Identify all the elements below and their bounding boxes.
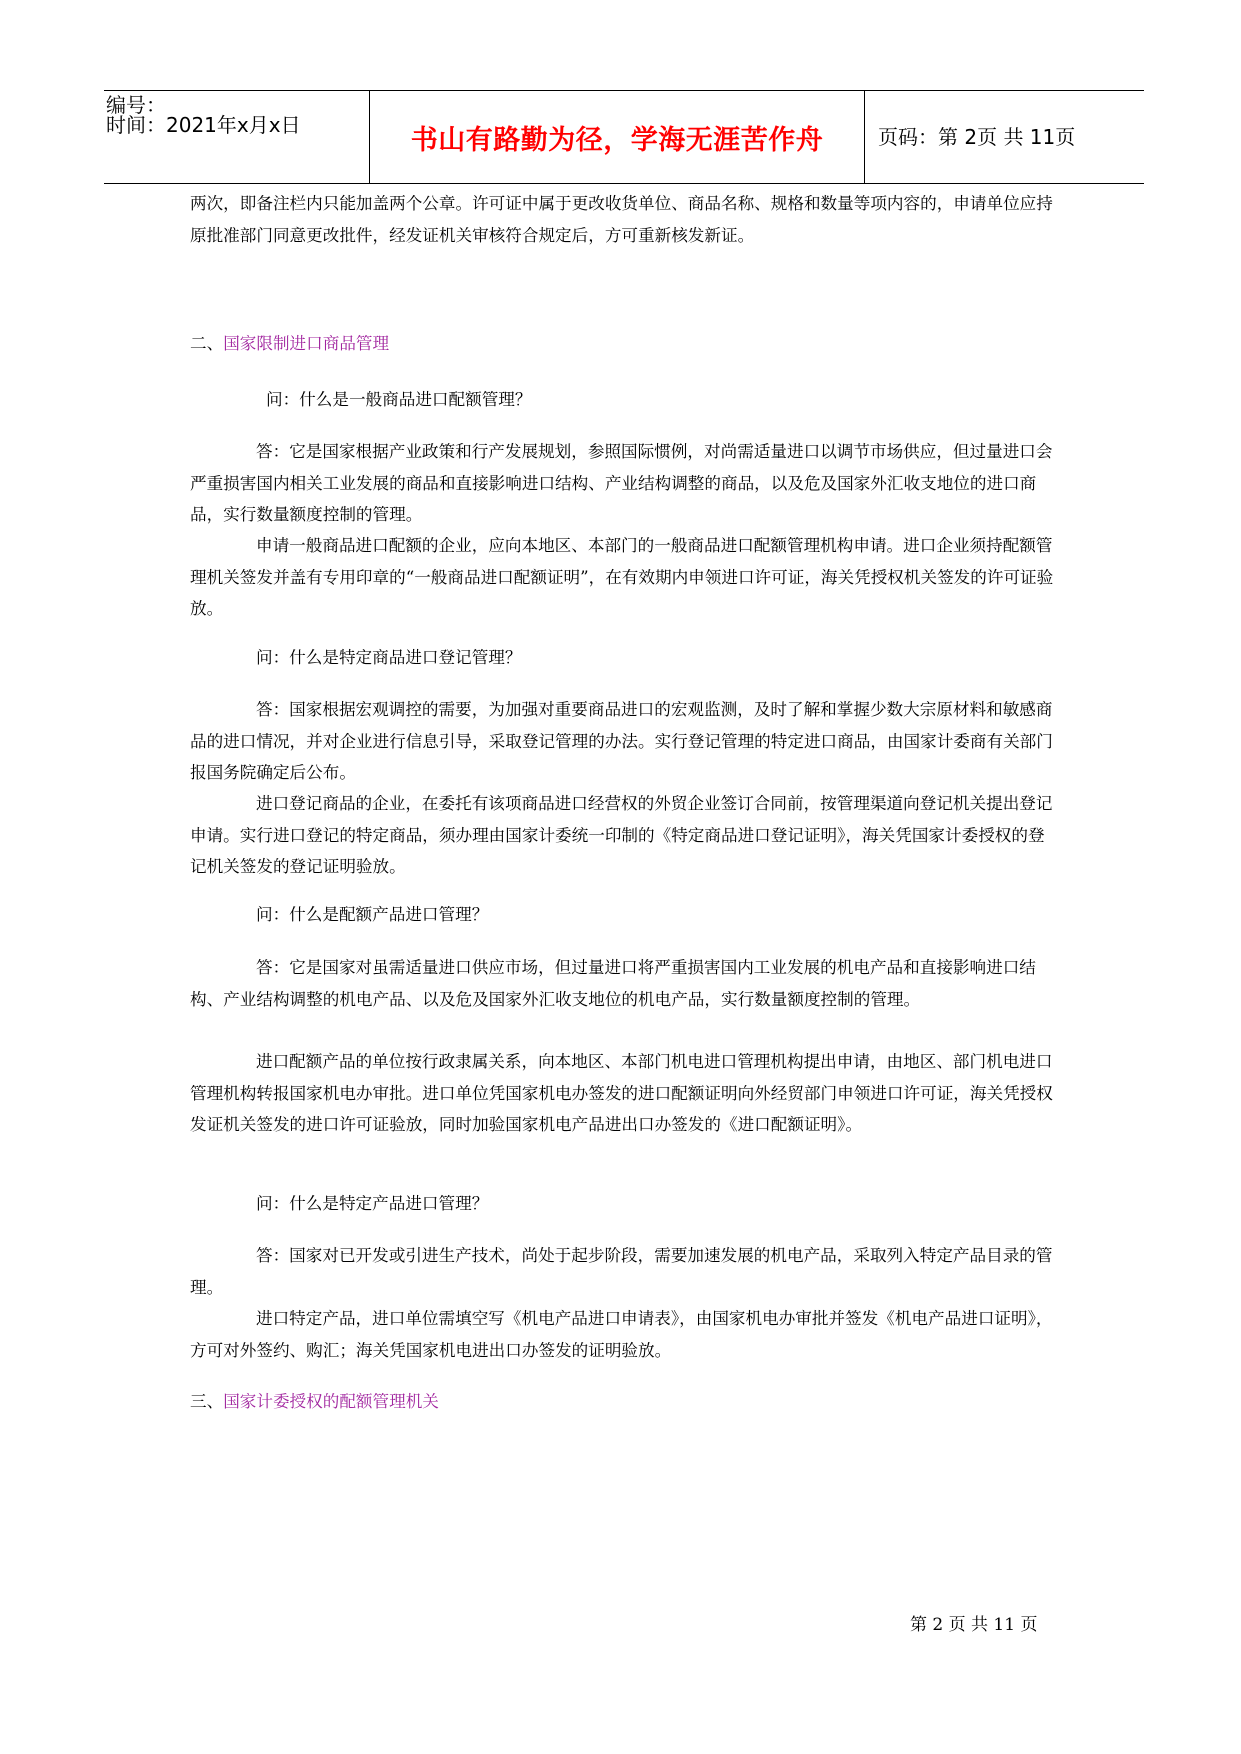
header-page-number: 页码：第 2页 共 11页 — [878, 125, 1076, 149]
answer-3-continued: 进口配额产品的单位按行政隶属关系，向本地区、本部门机电进口管理机构提出申请，由地区、部门机电进口管理机构转报国家机电办审批。进口单位凭国家机电办签发的进口配额证明向外经贸部门申领进口许可证，海关凭授权发证机关签发的进口许可证验放，同时加验国家机电产品进出口办签发的《进口配额证明》。 — [190, 1052, 1053, 1134]
answer-1: 答：它是国家根据产业政策和行产发展规划，参照国际惯例，对尚需适量进口以调节市场供应，但过量进口会严重损害国内相关工业发展的商品和直接影响进口结构、产业结构调整的商品，以及危及国家外汇收支地位的进口商品，实行数量额度控制的管理。 — [190, 442, 1053, 524]
section-title: 国家计委授权的配额管理机关 — [223, 1392, 439, 1411]
answer-4: 答：国家对已开发或引进生产技术，尚处于起步阶段，需要加速发展的机电产品，采取列入特定产品目录的管理。 — [190, 1246, 1053, 1297]
answer-2: 答：国家根据宏观调控的需要，为加强对重要商品进口的宏观监测，及时了解和掌握少数大宗原材料和敏感商品的进口情况，并对企业进行信息引导，采取登记管理的办法。实行登记管理的特定进口商品，由国家计委商有关部门报国务院确定后公布。 — [190, 700, 1053, 782]
paragraph-continued: 两次，即备注栏内只能加盖两个公章。许可证中属于更改收货单位、商品名称、规格和数量等项内容的，申请单位应持原批准部门同意更改批件，经发证机关审核符合规定后，方可重新核发新证。 — [190, 194, 1053, 245]
header-motto-cell — [370, 91, 865, 183]
section-heading-3 — [190, 1388, 439, 1412]
section-number: 二、 — [190, 334, 224, 353]
question-1: 问：什么是一般商品进口配额管理？ — [266, 390, 532, 409]
header-info-cell — [104, 91, 370, 183]
question-4: 问：什么是特定产品进口管理？ — [256, 1194, 489, 1213]
section-title: 国家限制进口商品管理 — [223, 334, 390, 353]
section-heading-2 — [190, 330, 389, 354]
answer-1-continued: 申请一般商品进口配额的企业，应向本地区、本部门的一般商品进口配额管理机构申请。进口企业须持配额管理机关签发并盖有专用印章的“一般商品进口配额证明”，在有效期内申领进口许可证，海关凭授权机关签发的许可证验放。 — [190, 536, 1054, 618]
header-motto: 书山有路勤为径，学海无涯苦作舟 — [410, 125, 824, 156]
question-3: 问：什么是配额产品进口管理？ — [256, 905, 489, 924]
page-footer: 第 2 页 共 11 页 — [910, 1615, 1038, 1635]
question-2: 问：什么是特定商品进口登记管理？ — [256, 648, 522, 667]
document-number-label: 编号： — [106, 93, 166, 117]
page-header — [104, 90, 1144, 184]
document-time-label: 时间：2021年x月x日 — [106, 113, 301, 137]
section-number: 三、 — [190, 1392, 224, 1411]
answer-3: 答：它是国家对虽需适量进口供应市场，但过量进口将严重损害国内工业发展的机电产品和直接影响进口结构、产业结构调整的机电产品、以及危及国家外汇收支地位的机电产品，实行数量额度控制的管理。 — [190, 958, 1036, 1009]
header-page-cell — [866, 91, 1144, 183]
answer-4-continued: 进口特定产品，进口单位需填空写《机电产品进口申请表》，由国家机电办审批并签发《机电产品进口证明》，方可对外签约、购汇；海关凭国家机电进出口办签发的证明验放。 — [190, 1309, 1053, 1360]
answer-2-continued: 进口登记商品的企业，在委托有该项商品进口经营权的外贸企业签订合同前，按管理渠道向登记机关提出登记申请。实行进口登记的特定商品，须办理由国家计委统一印制的《特定商品进口登记证明》，海关凭国家计委授权的登记机关签发的登记证明验放。 — [190, 794, 1053, 876]
